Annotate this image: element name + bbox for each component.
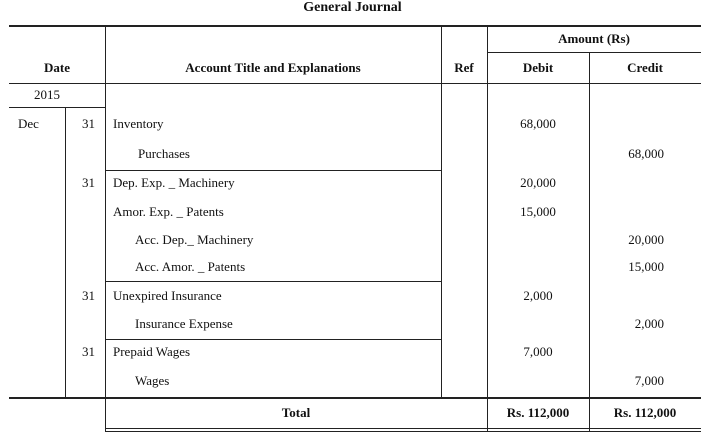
- account-cell: Prepaid Wages: [113, 344, 191, 359]
- debit-header: Debit: [522, 60, 554, 75]
- date-header: Date: [44, 60, 70, 75]
- day-cell: 31: [82, 175, 95, 190]
- total-credit: Rs. 112,000: [613, 405, 677, 420]
- journal-title: General Journal: [303, 0, 402, 15]
- day-cell: 31: [82, 344, 95, 359]
- credit-cell: 15,000: [628, 259, 664, 274]
- ref-debit-divider: [487, 26, 488, 432]
- total-bottom-border-2: [105, 431, 701, 432]
- amount-header: Amount (Rs): [558, 31, 630, 46]
- entry-separator-2: [105, 281, 441, 282]
- debit-cell: 2,000: [523, 288, 553, 303]
- account-ref-divider: [441, 26, 442, 398]
- year-row-border: [9, 107, 105, 108]
- account-cell: Inventory: [113, 116, 164, 131]
- credit-cell: 7,000: [634, 373, 664, 388]
- account-cell: Purchases: [138, 146, 190, 161]
- total-bottom-border-1: [105, 428, 701, 429]
- account-cell: Wages: [135, 373, 170, 388]
- header-bottom-border: [9, 83, 701, 84]
- debit-cell: 68,000: [520, 116, 556, 131]
- credit-cell: 68,000: [628, 146, 664, 161]
- account-cell: Unexpired Insurance: [113, 288, 222, 303]
- month-cell: Dec: [18, 116, 39, 131]
- debit-cell: 15,000: [520, 204, 556, 219]
- total-debit: Rs. 112,000: [506, 405, 570, 420]
- day-cell: 31: [82, 116, 95, 131]
- account-cell: Amor. Exp. _ Patents: [113, 204, 224, 219]
- amount-divider: [487, 52, 701, 53]
- debit-cell: 20,000: [520, 175, 556, 190]
- credit-header: Credit: [627, 60, 663, 75]
- entry-separator-3: [105, 339, 441, 340]
- top-border: [9, 25, 701, 27]
- ref-header: Ref: [454, 60, 474, 75]
- account-cell: Acc. Dep._ Machinery: [135, 232, 254, 247]
- credit-cell: 2,000: [634, 316, 664, 331]
- account-cell: Insurance Expense: [135, 316, 233, 331]
- year-cell: 2015: [34, 87, 60, 102]
- account-cell: Acc. Amor. _ Patents: [135, 259, 246, 274]
- total-top-border: [9, 397, 701, 399]
- day-cell: 31: [82, 288, 95, 303]
- credit-cell: 20,000: [628, 232, 664, 247]
- entry-separator-1: [105, 170, 441, 171]
- account-cell: Dep. Exp. _ Machinery: [113, 175, 235, 190]
- account-header: Account Title and Explanations: [185, 60, 361, 75]
- debit-cell: 7,000: [523, 344, 553, 359]
- date-account-divider: [105, 26, 106, 432]
- total-label: Total: [281, 405, 311, 420]
